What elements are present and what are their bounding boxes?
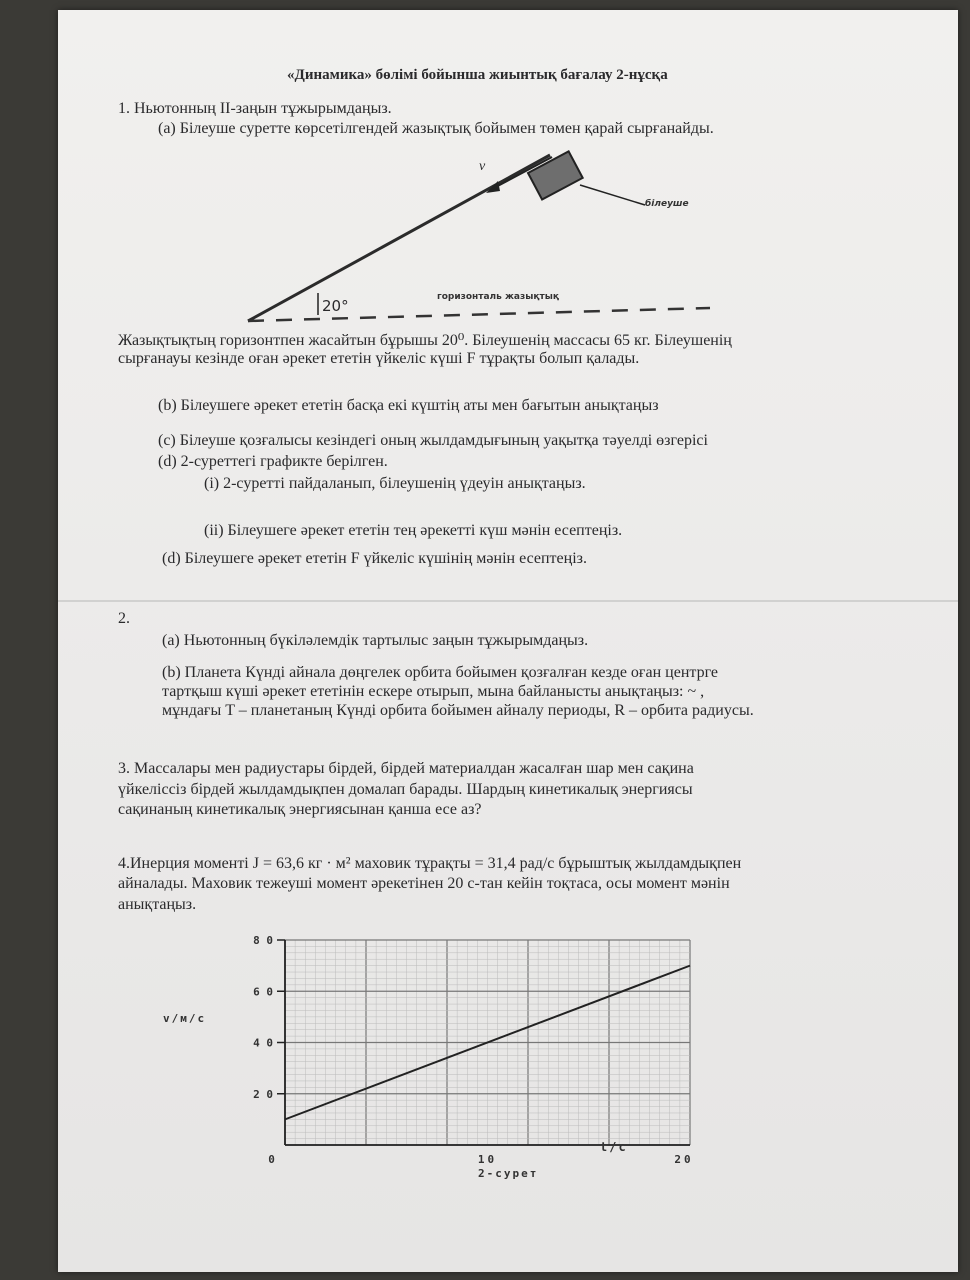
x-tick-label: 0 xyxy=(268,1153,278,1166)
q3-line3: сақинаның кинетикалық энергиясынан қанша есе аз? xyxy=(118,801,482,818)
y-tick-label: 2 0 xyxy=(253,1087,273,1101)
paper-fold xyxy=(58,600,958,602)
q4-line3: анықтаңыз. xyxy=(118,896,197,913)
q3-line1: 3. Массалары мен радиустары бірдей, бірдей материалдан жасалған шар мен сақина xyxy=(118,760,694,777)
x-tick-label: 20 xyxy=(674,1153,694,1166)
q1-b: (b) Білеушеге әрекет ететін басқа екі күштің аты мен бағытын анықтаңыз xyxy=(158,397,659,414)
y-axis-label: v/м/c xyxy=(163,1012,207,1025)
chart-caption: 2-сурет xyxy=(478,1167,539,1180)
q1-d: (d) 2-суреттегі графикте берілген. xyxy=(158,453,388,470)
angle-label: 20° xyxy=(322,297,349,315)
q3-line2: үйкеліссіз бірдей жылдамдықпен домалап барады. Шардың кинетикалық энергиясы xyxy=(118,781,693,798)
y-tick-label: 6 0 xyxy=(253,985,273,999)
q2-number: 2. xyxy=(118,610,130,627)
q2-b-line3: мұндағы T – планетаның Күнді орбита бойымен айналу периоды, R – орбита радиусы. xyxy=(162,702,754,719)
q1-d2: (d) Білеушеге әрекет ететін F үйкеліс күшінің мәнін есептеңіз. xyxy=(162,550,587,567)
y-tick-label: 8 0 xyxy=(253,934,273,947)
page-title: «Динамика» бөлімі бойынша жиынтық бағалау 2-нұсқа xyxy=(287,67,668,83)
q4-line1: 4.Инерция моменті J = 63,6 кг · м² маховик тұрақты = 31,4 рад/с бұрыштық жылдамдықпен xyxy=(118,855,742,872)
q2-a: (a) Ньютонның бүкіләлемдік тартылыс заңын тұжырымдаңыз. xyxy=(162,632,589,649)
x-axis-label: t/c xyxy=(600,1140,628,1154)
q2-b-line2: тартқыш күші әрекет ететінін ескере отырып, мына байланысты анықтаңыз: ~ , xyxy=(162,683,705,700)
block-label: білеуше xyxy=(645,199,689,209)
horizontal-plane-label: горизонталь жазықтық xyxy=(437,292,559,302)
q1-line1: 1. Ньютонның ІІ-заңын тұжырымдаңыз. xyxy=(118,100,392,117)
x-tick-label: 10 xyxy=(477,1153,498,1166)
y-tick-label: 4 0 xyxy=(253,1036,273,1050)
q1-ii: (ii) Білеушеге әрекет ететін тең әрекетті күш мәнін есептеңіз. xyxy=(204,522,623,539)
velocity-arrowhead xyxy=(486,181,500,193)
q4-line2: айналады. Маховик тежеуші момент әрекетінен 20 с-тан кейін тоқтаса, осы момент мәнін xyxy=(118,875,730,892)
q2-b-line1: (b) Планета Күнді айнала дөңгелек орбита бойымен қозғалған кезде оған центрге xyxy=(162,664,719,681)
q1-i: (i) 2-суретті пайдаланып, білеушенің үдеуін анықтаңыз. xyxy=(204,475,586,492)
q1-line2: (а) Білеуше суретте көрсетілгендей жазықтық бойымен төмен қарай сырғанайды. xyxy=(158,120,714,137)
velocity-time-chart xyxy=(160,920,730,1170)
q1-para2: сырғанауы кезінде оған әрекет ететін үйкеліс күші F тұрақты болып қалады. xyxy=(118,350,640,367)
q1-para1: Жазықтықтың горизонтпен жасайтын бұрышы 20⁰. Білеушенің массасы 65 кг. Білеушенің xyxy=(118,332,732,349)
block-label-leader xyxy=(580,185,645,205)
velocity-label: v xyxy=(479,159,486,174)
block xyxy=(528,151,583,199)
q1-c: (c) Білеуше қозғалысы кезіндегі оның жылдамдығының уақытқа тәуелді өзгерісі xyxy=(158,432,708,449)
